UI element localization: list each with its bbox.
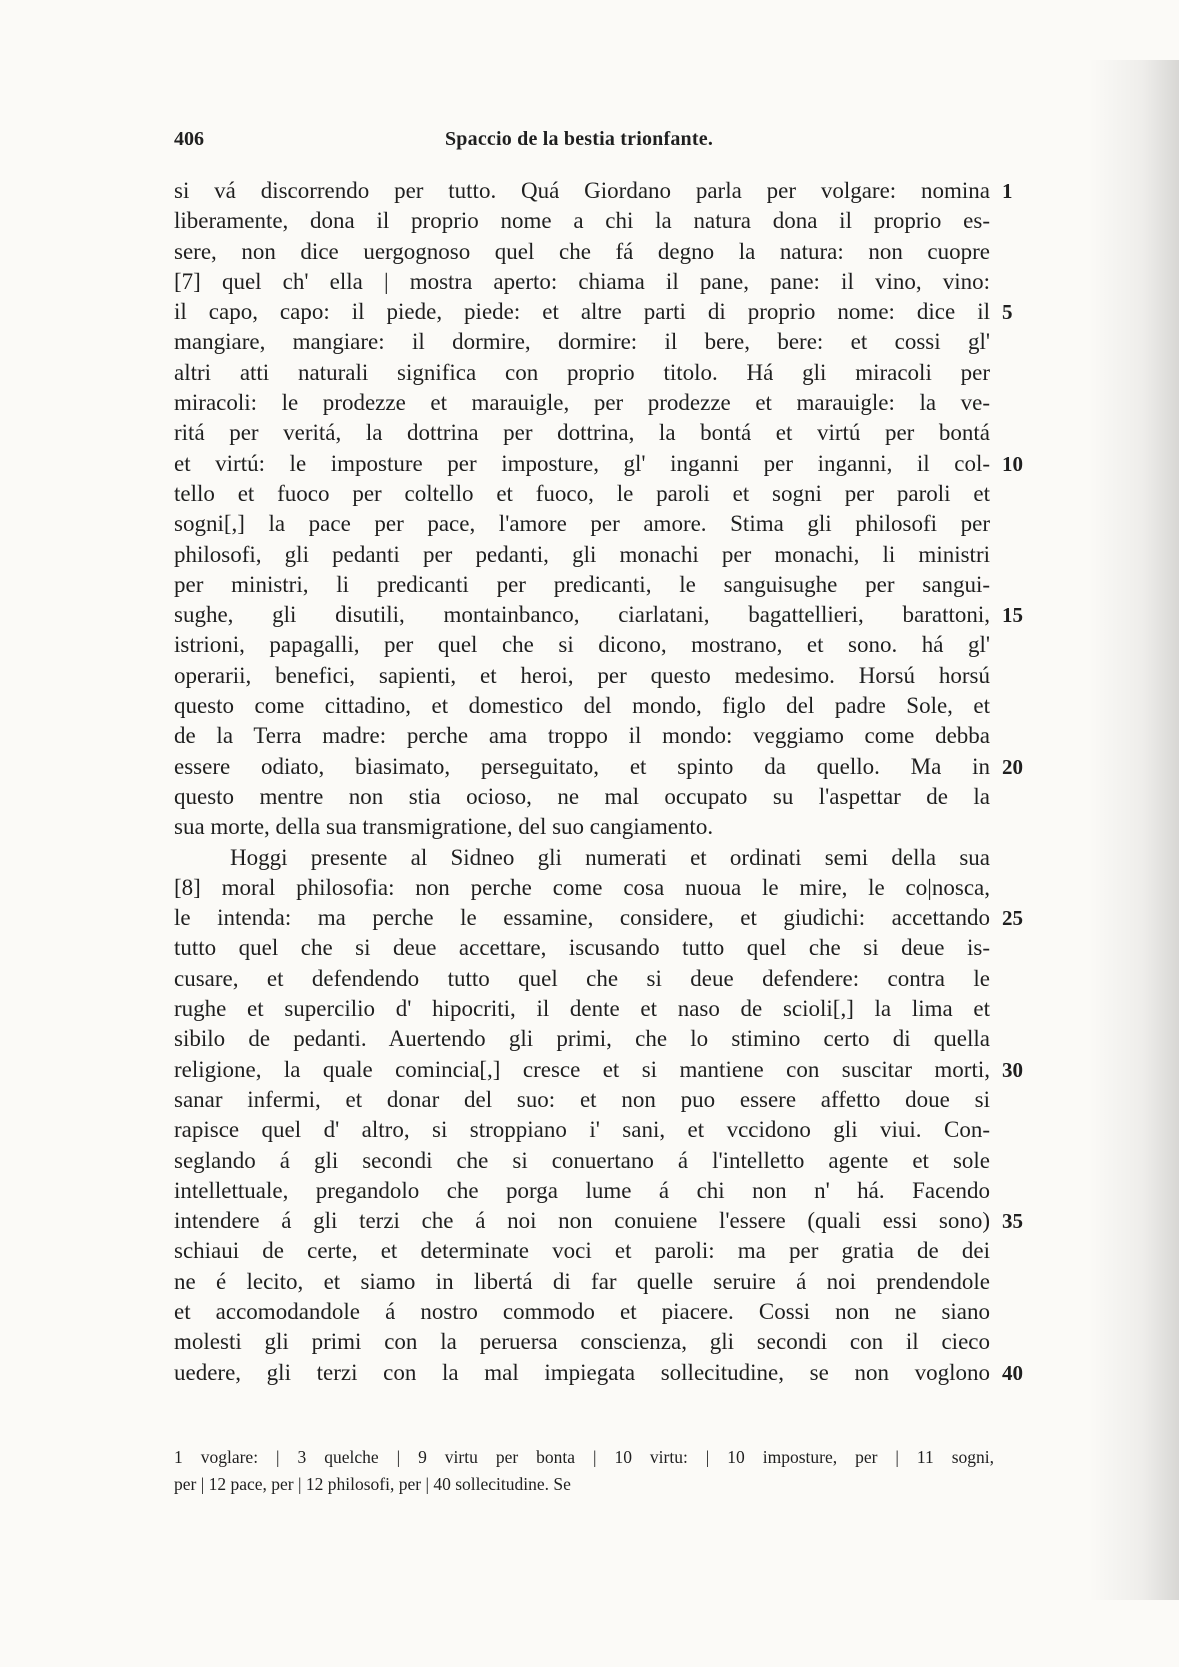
- text-line-content: sogni[,] la pace per pace, l'amore per amore. Stima gli philosofi per: [174, 511, 990, 537]
- text-line: [174, 1327, 990, 1357]
- text-line-content: operarii, benefici, sapienti, et heroi, per questo medesimo. Horsú horsú: [174, 662, 990, 688]
- text-line-content: questo mentre non stia ocioso, ne mal occupato su l'aspettar de la: [174, 783, 990, 809]
- text-line: [174, 1358, 1023, 1388]
- text-line: [174, 1176, 990, 1206]
- text-line-content: si vá discorrendo per tutto. Quá Giordano parla per volgare: nomina: [174, 178, 990, 203]
- text-line-content: ritá per veritá, la dottrina per dottrina, la bontá et virtú per bontá: [174, 420, 990, 446]
- text-line-content: intellettuale, pregandolo che porga lume á chi non n' há. Facendo: [174, 1177, 990, 1203]
- text-line: [174, 782, 990, 812]
- text-line: [174, 843, 990, 873]
- text-line-content: philosofi, gli pedanti per pedanti, gli monachi per monachi, li ministri: [174, 541, 990, 567]
- text-line-content: schiaui de certe, et determinate voci et paroli: ma per gratia de dei: [174, 1238, 990, 1264]
- line-number: 15: [1002, 603, 1023, 628]
- text-line: [174, 812, 990, 842]
- text-line: [174, 691, 990, 721]
- text-line-content: essere odiato, biasimato, perseguitato, et spinto da quello. Ma in: [174, 753, 990, 779]
- text-line: [174, 964, 990, 994]
- text-line-content: altri atti naturali significa con proprio titolo. Há gli miracoli per: [174, 359, 990, 385]
- text-line-content: le intenda: ma perche le essamine, considere, et giudichi: accettando: [174, 905, 990, 931]
- text-line: [174, 206, 990, 236]
- text-line: [174, 327, 990, 357]
- text-line: [174, 600, 1023, 630]
- text-line: [174, 752, 1023, 782]
- text-line-content: questo come cittadino, et domestico del mondo, figlo del padre Sole, et: [174, 693, 990, 719]
- text-line: [174, 994, 990, 1024]
- text-line: [174, 661, 990, 691]
- text-line-content: il capo, capo: il piede, piede: et altre parti di proprio nome: dice il: [174, 299, 990, 325]
- body-text: [174, 176, 1023, 1388]
- line-number: 5: [1002, 300, 1013, 325]
- line-number: 1: [1002, 179, 1013, 203]
- text-line: [174, 267, 990, 297]
- text-line: [174, 570, 990, 600]
- text-line: [174, 1297, 990, 1327]
- text-line-content: tello et fuoco per coltello et fuoco, le paroli et sogni per paroli et: [174, 480, 990, 506]
- line-number: 25: [1002, 906, 1023, 931]
- line-number: 35: [1002, 1209, 1023, 1234]
- text-line-content: [7] quel ch' ella | mostra aperto: chiama il pane, pane: il vino, vino:: [174, 268, 990, 294]
- page-header: [174, 128, 984, 154]
- text-line: [174, 933, 990, 963]
- footnote-line: per | 12 pace, per | 12 philosofi, per | 40 sollecitudine. Se: [174, 1474, 571, 1494]
- footnote-line: 1 voglare: | 3 quelche | 9 virtu per bonta | 10 virtu: | 10 imposture, per | 11 sogni,: [174, 1447, 994, 1467]
- line-number: 10: [1002, 451, 1023, 476]
- text-line-content: cusare, et defendendo tutto quel che si deue defendere: contra le: [174, 965, 990, 991]
- text-line-content: sanar infermi, et donar del suo: et non puo essere affetto doue si: [174, 1086, 990, 1112]
- line-number: 40: [1002, 1360, 1023, 1385]
- text-line: [174, 1146, 990, 1176]
- text-line: [174, 1236, 990, 1266]
- text-line-content: uedere, gli terzi con la mal impiegata sollecitudine, se non voglono: [174, 1359, 990, 1385]
- text-line: [174, 1115, 990, 1145]
- page-edge-shadow: [1089, 60, 1179, 1600]
- text-line: [174, 1024, 990, 1054]
- text-line-content: et virtú: le imposture per imposture, gl' inganni per inganni, il col-: [174, 450, 990, 476]
- text-line-content: liberamente, dona il proprio nome a chi la natura dona il proprio es-: [174, 208, 990, 234]
- text-line: [174, 237, 990, 267]
- text-line-content: et accomodandole á nostro commodo et piacere. Cossi non ne siano: [174, 1298, 990, 1324]
- text-line-content: molesti gli primi con la peruersa conscienza, gli secondi con il cieco: [174, 1329, 990, 1355]
- text-line-content: rapisce quel d' altro, si stroppiano i' sani, et vccidono gli viui. Con-: [174, 1117, 990, 1143]
- text-line-content: miracoli: le prodezze et marauigle, per prodezze et marauigle: la ve-: [174, 390, 990, 416]
- text-line-content: sughe, gli disutili, montainbanco, ciarlatani, bagattellieri, barattoni,: [174, 602, 990, 628]
- text-line: [174, 449, 1023, 479]
- text-line: [174, 1085, 990, 1115]
- text-line-content: rughe et supercilio d' hipocriti, il dente et naso de scioli[,] la lima et: [174, 996, 990, 1022]
- text-line: [174, 479, 990, 509]
- text-line-content: religione, la quale comincia[,] cresce et si mantiene con suscitar morti,: [174, 1056, 990, 1082]
- text-line-content: ne é lecito, et siamo in libertá di far quelle seruire á noi prendendole: [174, 1268, 990, 1294]
- text-line: [174, 630, 990, 660]
- text-line-content: de la Terra madre: perche ama troppo il mondo: veggiamo come debba: [174, 723, 990, 749]
- text-line: [174, 873, 990, 903]
- text-line-content: tutto quel che si deue accettare, iscusando tutto quel che si deue is-: [174, 935, 990, 961]
- text-line-content: intendere á gli terzi che á noi non conuiene l'essere (quali essi sono): [174, 1208, 990, 1234]
- text-line: [174, 297, 1013, 327]
- text-line: [174, 1055, 1023, 1085]
- text-line-content: sua morte, della sua transmigratione, del suo cangiamento.: [174, 814, 714, 840]
- text-line-content: seglando á gli secondi che si conuertano á l'intelletto agente et sole: [174, 1147, 990, 1173]
- page-number: 406: [174, 128, 204, 150]
- text-line-content: istrioni, papagalli, per quel che si dicono, mostrano, et sono. há gl': [174, 632, 990, 658]
- text-line: [174, 176, 1013, 206]
- running-title: Spaccio de la bestia trionfante.: [444, 128, 714, 150]
- text-line-content: mangiare, mangiare: il dormire, dormire: il bere, bere: et cossi gl': [174, 329, 990, 355]
- text-line: [174, 388, 990, 418]
- footnotes: [174, 1444, 994, 1498]
- text-line: [174, 1206, 1023, 1236]
- text-line: [174, 509, 990, 539]
- text-line-content: per ministri, li predicanti per predicanti, le sanguisughe per sangui-: [174, 571, 990, 597]
- text-line: [174, 540, 990, 570]
- text-line-content: sere, non dice uergognoso quel che fá degno la natura: non cuopre: [174, 238, 990, 264]
- text-line-content: Hoggi presente al Sidneo gli numerati et ordinati semi della sua: [230, 844, 990, 870]
- text-line: [174, 358, 990, 388]
- text-line: [174, 1267, 990, 1297]
- text-line: [174, 721, 990, 751]
- line-number: 30: [1002, 1057, 1023, 1082]
- text-line-content: [8] moral philosofia: non perche come cosa nuoua le mire, le co|nosca,: [174, 874, 990, 900]
- line-number: 20: [1002, 754, 1023, 779]
- text-line-content: sibilo de pedanti. Auertendo gli primi, che lo stimino certo di quella: [174, 1026, 990, 1052]
- text-line: [174, 903, 1023, 933]
- text-line: [174, 418, 990, 448]
